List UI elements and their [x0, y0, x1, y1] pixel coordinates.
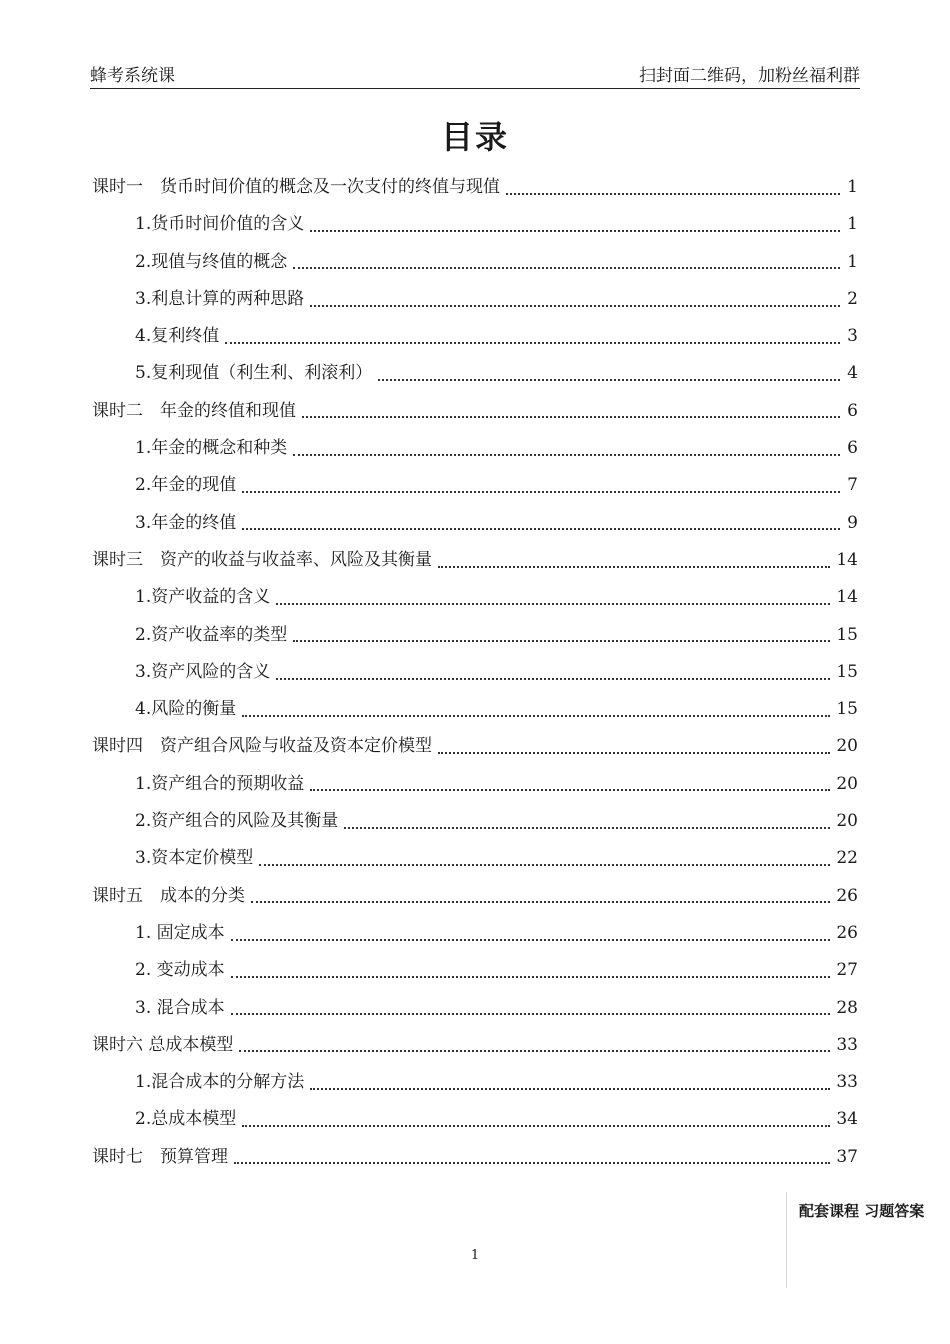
toc-entry-page[interactable]: 14 — [836, 587, 858, 608]
toc-chapter-entry[interactable] — [92, 881, 858, 918]
toc-leader-dots — [242, 1125, 830, 1127]
toc-leader-dots — [231, 939, 831, 941]
header-right-text: 扫封面二维码，加粉丝福利群 — [639, 66, 860, 86]
toc-leader-dots — [438, 566, 830, 568]
toc-entry-label[interactable]: 4.风险的衡量 — [135, 699, 237, 720]
toc-leader-dots — [231, 976, 831, 978]
toc-leader-dots — [231, 1013, 831, 1015]
page-title: 目录 — [440, 118, 509, 156]
toc-entry-page[interactable]: 2 — [847, 288, 858, 309]
toc-subentry[interactable] — [92, 769, 858, 806]
toc-entry-page[interactable]: 15 — [836, 699, 858, 720]
toc-subentry[interactable] — [92, 918, 858, 955]
toc-entry-label[interactable]: 3.资产风险的含义 — [135, 661, 271, 682]
toc-entry-label[interactable]: 3. 混合成本 — [135, 997, 225, 1018]
toc-leader-dots — [239, 1050, 830, 1052]
course-answers-label[interactable]: 配套课程 习题答案 — [799, 1202, 925, 1220]
toc-chapter-entry[interactable] — [92, 545, 858, 582]
toc-subentry[interactable] — [92, 806, 858, 843]
toc-subentry[interactable] — [92, 694, 858, 731]
toc-entry-page[interactable]: 26 — [836, 922, 858, 943]
toc-entry-label[interactable]: 1. 固定成本 — [135, 922, 225, 943]
toc-entry-label[interactable]: 1.货币时间价值的含义 — [135, 214, 305, 235]
toc-subentry[interactable] — [92, 358, 858, 395]
toc-chapter-entry[interactable] — [92, 396, 858, 433]
toc-subentry[interactable] — [92, 657, 858, 694]
toc-entry-label[interactable]: 1.混合成本的分解方法 — [135, 1072, 305, 1093]
toc-entry-label[interactable]: 5.复利现值（利生利、利滚利） — [135, 363, 373, 384]
toc-subentry[interactable] — [92, 1104, 858, 1141]
toc-entry-page[interactable]: 26 — [836, 885, 858, 906]
toc-entry-label[interactable]: 2.总成本模型 — [135, 1109, 237, 1130]
toc-leader-dots — [251, 901, 830, 903]
toc-leader-dots — [276, 678, 830, 680]
toc-entry-label[interactable]: 2.年金的现值 — [135, 475, 237, 496]
toc-entry-label[interactable]: 课时六 总成本模型 — [92, 1034, 234, 1055]
toc-leader-dots — [506, 193, 840, 195]
toc-entry-label[interactable]: 2.现值与终值的概念 — [135, 251, 288, 272]
toc-leader-dots — [242, 491, 840, 493]
toc-subentry[interactable] — [92, 955, 858, 992]
toc-leader-dots — [344, 827, 830, 829]
toc-entry-page[interactable]: 20 — [836, 773, 858, 794]
toc-subentry[interactable] — [92, 247, 858, 284]
toc-entry-page[interactable]: 6 — [847, 400, 858, 421]
toc-entry-page[interactable]: 33 — [836, 1034, 858, 1055]
toc-entry-page[interactable]: 37 — [836, 1146, 858, 1167]
toc-entry-label[interactable]: 4.复利终值 — [135, 326, 220, 347]
toc-entry-page[interactable]: 1 — [847, 251, 858, 272]
toc-entry-label[interactable]: 3.资本定价模型 — [135, 848, 254, 869]
toc-leader-dots — [225, 342, 840, 344]
toc-entry-label[interactable]: 2. 变动成本 — [135, 960, 225, 981]
toc-entry-label[interactable]: 课时一 货币时间价值的概念及一次支付的终值与现值 — [92, 177, 500, 197]
toc-leader-dots — [378, 379, 840, 381]
toc-subentry[interactable] — [92, 993, 858, 1030]
toc-entry-label[interactable]: 课时三 资产的收益与收益率、风险及其衡量 — [92, 549, 432, 570]
toc-chapter-entry[interactable] — [92, 1030, 858, 1067]
toc-chapter-entry[interactable] — [92, 172, 858, 209]
toc-leader-dots — [310, 230, 840, 232]
toc-entry-label[interactable]: 3.利息计算的两种思路 — [135, 288, 305, 309]
table-of-contents — [92, 172, 858, 1179]
toc-entry-label[interactable]: 1.资产组合的预期收益 — [135, 773, 305, 794]
toc-entry-label[interactable]: 2.资产收益率的类型 — [135, 624, 288, 645]
toc-entry-page[interactable]: 7 — [847, 475, 858, 496]
toc-entry-label[interactable]: 3.年金的终值 — [135, 512, 237, 533]
toc-leader-dots — [276, 603, 830, 605]
page-header — [90, 60, 860, 89]
toc-entry-label[interactable]: 1.年金的概念和种类 — [135, 438, 288, 459]
toc-chapter-entry[interactable] — [92, 1142, 858, 1179]
toc-leader-dots — [310, 789, 830, 791]
toc-entry-page[interactable]: 3 — [847, 326, 858, 347]
toc-entry-label[interactable]: 课时四 资产组合风险与收益及资本定价模型 — [92, 736, 432, 757]
toc-subentry[interactable] — [92, 209, 858, 246]
toc-leader-dots — [310, 305, 840, 307]
toc-entry-label[interactable]: 课时二 年金的终值和现值 — [92, 400, 296, 421]
toc-subentry[interactable] — [92, 321, 858, 358]
toc-entry-page[interactable]: 14 — [836, 549, 858, 570]
toc-entry-page[interactable]: 1 — [847, 177, 858, 197]
toc-subentry[interactable] — [92, 433, 858, 470]
toc-entry-page[interactable]: 27 — [836, 960, 858, 981]
toc-leader-dots — [259, 864, 830, 866]
toc-entry-page[interactable]: 20 — [836, 736, 858, 757]
toc-leader-dots — [302, 416, 840, 418]
toc-leader-dots — [293, 640, 830, 642]
toc-entry-page[interactable]: 28 — [836, 997, 858, 1018]
toc-chapter-entry[interactable] — [92, 731, 858, 768]
toc-entry-label[interactable]: 1.资产收益的含义 — [135, 587, 271, 608]
toc-leader-dots — [293, 267, 840, 269]
toc-entry-page[interactable]: 1 — [847, 214, 858, 235]
toc-subentry[interactable] — [92, 843, 858, 880]
header-left-text: 蜂考系统课 — [90, 66, 175, 86]
toc-subentry[interactable] — [92, 470, 858, 507]
toc-subentry[interactable] — [92, 620, 858, 657]
toc-subentry[interactable] — [92, 582, 858, 619]
toc-entry-label[interactable]: 课时五 成本的分类 — [92, 885, 245, 906]
toc-entry-page[interactable]: 4 — [847, 363, 858, 384]
toc-entry-label[interactable]: 课时七 预算管理 — [92, 1146, 228, 1167]
toc-subentry[interactable] — [92, 284, 858, 321]
toc-leader-dots — [438, 752, 830, 754]
toc-leader-dots — [234, 1162, 830, 1164]
toc-entry-page[interactable]: 15 — [836, 661, 858, 682]
toc-leader-dots — [242, 715, 830, 717]
toc-subentry[interactable] — [92, 1067, 858, 1104]
toc-leader-dots — [310, 1088, 830, 1090]
toc-leader-dots — [293, 454, 840, 456]
toc-entry-page[interactable]: 15 — [836, 624, 858, 645]
toc-entry-page[interactable]: 20 — [836, 811, 858, 832]
toc-entry-page[interactable]: 33 — [836, 1072, 858, 1093]
page-number: 1 — [470, 1248, 480, 1263]
toc-leader-dots — [242, 528, 840, 530]
toc-entry-page[interactable]: 9 — [847, 512, 858, 533]
toc-entry-page[interactable]: 34 — [836, 1109, 858, 1130]
toc-subentry[interactable] — [92, 508, 858, 545]
toc-entry-page[interactable]: 6 — [847, 438, 858, 459]
toc-entry-label[interactable]: 2.资产组合的风险及其衡量 — [135, 811, 339, 832]
course-answers-panel[interactable] — [786, 1192, 950, 1288]
toc-entry-page[interactable]: 22 — [836, 848, 858, 869]
